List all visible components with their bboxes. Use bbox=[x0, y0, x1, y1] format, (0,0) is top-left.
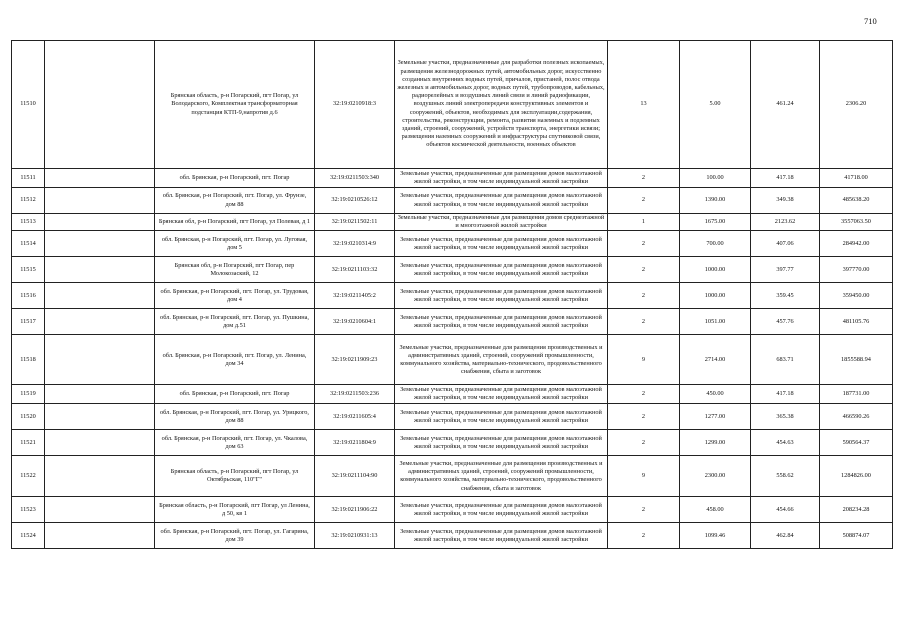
land-use-cell: Земельные участки, предназначенные для размещения домов малоэтажной жилой застройки, в том числе индивидуальной жилой застройки bbox=[395, 404, 608, 430]
cadastral-number-cell: 32:19:0210931:13 bbox=[315, 523, 395, 549]
land-use-cell: Земельные участки, предназначенные для размещения домов малоэтажной жилой застройки, в том числе индивидуальной жилой застройки bbox=[395, 188, 608, 214]
area-cell: 450.00 bbox=[680, 385, 751, 404]
use-type-cell: 2 bbox=[608, 188, 680, 214]
address-cell: Брянская область, р-н Погарский, пгт Погар, ул Ленина, д 50, кв 1 bbox=[155, 497, 315, 523]
table-row bbox=[12, 283, 893, 309]
cadastral-number-cell: 32:19:0210604:1 bbox=[315, 309, 395, 335]
unit-value-cell: 454.63 bbox=[751, 430, 820, 456]
cadastral-value-cell: 187731.00 bbox=[820, 385, 893, 404]
record-id-cell: 11518 bbox=[12, 335, 45, 385]
area-cell: 1299.00 bbox=[680, 430, 751, 456]
record-id-cell: 11524 bbox=[12, 523, 45, 549]
unit-value-cell: 349.38 bbox=[751, 188, 820, 214]
address-cell: Брянская область, р-н Погарский, пгт Погар, ул Октябрьская, 110"Г" bbox=[155, 456, 315, 497]
cadastral-value-cell: 1284826.00 bbox=[820, 456, 893, 497]
address-cell: обл. Брянская, р-н Погарский, пгт. Погар, ул. Ленина, дом 34 bbox=[155, 335, 315, 385]
record-id-cell: 11510 bbox=[12, 41, 45, 169]
address-cell: обл. Брянская, р-н Погарский, пгт. Погар, ул. Пушкина, дом д.51 bbox=[155, 309, 315, 335]
area-cell: 1000.00 bbox=[680, 283, 751, 309]
cadastral-number-cell: 32:19:0211605:4 bbox=[315, 404, 395, 430]
address-cell: обл. Брянская, р-н Погарский, пгт. Погар, ул. Луговая, дом 5 bbox=[155, 231, 315, 257]
use-type-cell: 2 bbox=[608, 231, 680, 257]
use-type-cell: 2 bbox=[608, 257, 680, 283]
cadastral-value-cell: 3557063.50 bbox=[820, 214, 893, 231]
area-cell: 458.00 bbox=[680, 497, 751, 523]
address-cell: Брянская обл, р-н Погарский, пгт Погар, пер Молокозаский, 12 bbox=[155, 257, 315, 283]
use-type-cell: 2 bbox=[608, 523, 680, 549]
record-id-cell: 11523 bbox=[12, 497, 45, 523]
empty-cell bbox=[45, 283, 155, 309]
address-cell: обл. Брянская, р-н Погарский, пгт. Погар, ул. Гагарина, дом 39 bbox=[155, 523, 315, 549]
use-type-cell: 2 bbox=[608, 169, 680, 188]
table-row bbox=[12, 231, 893, 257]
area-cell: 700.00 bbox=[680, 231, 751, 257]
record-id-cell: 11520 bbox=[12, 404, 45, 430]
land-use-cell: Земельные участки, предназначенные для размещения производственных и административных зданий, строений, сооружений промышленности, коммунального хозяйства, материально-технического, продовольственного снабжения, сбыта и заготовок bbox=[395, 335, 608, 385]
address-cell: обл. Брянская, р-н Погарский, пгт. Погар, ул. Чкалова, дом 63 bbox=[155, 430, 315, 456]
use-type-cell: 2 bbox=[608, 430, 680, 456]
empty-cell bbox=[45, 404, 155, 430]
land-use-cell: Земельные участки, предназначенные для размещения домов малоэтажной жилой застройки, в том числе индивидуальной жилой застройки bbox=[395, 257, 608, 283]
unit-value-cell: 2123.62 bbox=[751, 214, 820, 231]
empty-cell bbox=[45, 497, 155, 523]
unit-value-cell: 462.84 bbox=[751, 523, 820, 549]
land-use-cell: Земельные участки, предназначенные для размещения домов малоэтажной жилой застройки, в том числе индивидуальной жилой застройки bbox=[395, 169, 608, 188]
unit-value-cell: 365.38 bbox=[751, 404, 820, 430]
empty-cell bbox=[45, 335, 155, 385]
empty-cell bbox=[45, 169, 155, 188]
land-use-cell: Земельные участки, предназначенные для размещения домов малоэтажной жилой застройки, в том числе индивидуальной жилой застройки bbox=[395, 430, 608, 456]
land-use-cell: Земельные участки, предназначенные для разработки полезных ископаемых, размещения железнодорожных путей, автомобильных дорог, искусственно созданных внутренних водных путей, причалов, пристаней, полос отвода железных и автомобильных дорог, водных путей, трубопроводов, кабельных, радиорелейных и воздушных линий связи и линий радиофикации, воздушных линий электропередачи конструктивных элементов и сооружений, объектов, необходимых для эксплуатации,содержания, строительства, реконструкции, ремонта, развития наземных и подземных зданий, строений, сооружений, устройств транспорта, энергетики исвязи; размещения наземных сооружений и инфраструктуры спутниковой связи, объектов космической деятельности, военных объектов bbox=[395, 41, 608, 169]
page-number: 710 bbox=[864, 16, 877, 26]
cadastral-number-cell: 32:19:0211503:236 bbox=[315, 385, 395, 404]
cadastral-number-cell: 32:19:0211104:90 bbox=[315, 456, 395, 497]
unit-value-cell: 407.06 bbox=[751, 231, 820, 257]
cadastral-value-cell: 1855588.94 bbox=[820, 335, 893, 385]
cadastral-value-table bbox=[11, 40, 893, 549]
cadastral-value-cell: 485638.20 bbox=[820, 188, 893, 214]
address-cell: Брянская область, р-н Погарский, пгт Погар, ул Володарского, Комплектная трансформаторная подстанция КТП-9,напротив д.6 bbox=[155, 41, 315, 169]
unit-value-cell: 359.45 bbox=[751, 283, 820, 309]
use-type-cell: 13 bbox=[608, 41, 680, 169]
record-id-cell: 11514 bbox=[12, 231, 45, 257]
table-row bbox=[12, 257, 893, 283]
record-id-cell: 11517 bbox=[12, 309, 45, 335]
area-cell: 1675.00 bbox=[680, 214, 751, 231]
empty-cell bbox=[45, 523, 155, 549]
address-cell: Брянская обл, р-н Погарский, пгт Погар, ул Полевая, д 1 bbox=[155, 214, 315, 231]
land-use-cell: Земельные участки, предназначенные для размещения домов малоэтажной жилой застройки, в том числе индивидуальной жилой застройки bbox=[395, 523, 608, 549]
table-row bbox=[12, 214, 893, 231]
table-row bbox=[12, 335, 893, 385]
cadastral-number-cell: 32:19:0211502:11 bbox=[315, 214, 395, 231]
area-cell: 1390.00 bbox=[680, 188, 751, 214]
cadastral-number-cell: 32:19:0211503:340 bbox=[315, 169, 395, 188]
cadastral-number-cell: 32:19:0210918:3 bbox=[315, 41, 395, 169]
cadastral-number-cell: 32:19:0211909:23 bbox=[315, 335, 395, 385]
table-row bbox=[12, 404, 893, 430]
empty-cell bbox=[45, 188, 155, 214]
empty-cell bbox=[45, 385, 155, 404]
cadastral-number-cell: 32:19:0211804:9 bbox=[315, 430, 395, 456]
cadastral-value-cell: 41718.00 bbox=[820, 169, 893, 188]
land-use-cell: Земельные участки, предназначенные для размещения домов малоэтажной жилой застройки, в том числе индивидуальной жилой застройки bbox=[395, 497, 608, 523]
cadastral-number-cell: 32:19:0211103:32 bbox=[315, 257, 395, 283]
area-cell: 2714.00 bbox=[680, 335, 751, 385]
empty-cell bbox=[45, 214, 155, 231]
cadastral-value-cell: 466590.26 bbox=[820, 404, 893, 430]
table-row bbox=[12, 430, 893, 456]
table-row bbox=[12, 309, 893, 335]
cadastral-value-cell: 2306.20 bbox=[820, 41, 893, 169]
address-cell: обл. Брянская, р-н Погарский, пгт. Погар bbox=[155, 169, 315, 188]
use-type-cell: 2 bbox=[608, 385, 680, 404]
unit-value-cell: 457.76 bbox=[751, 309, 820, 335]
empty-cell bbox=[45, 456, 155, 497]
land-use-cell: Земельные участки, предназначенные для размещения домов малоэтажной жилой застройки, в том числе индивидуальной жилой застройки bbox=[395, 283, 608, 309]
area-cell: 100.00 bbox=[680, 169, 751, 188]
cadastral-value-cell: 284942.00 bbox=[820, 231, 893, 257]
unit-value-cell: 558.62 bbox=[751, 456, 820, 497]
area-cell: 1277.00 bbox=[680, 404, 751, 430]
record-id-cell: 11513 bbox=[12, 214, 45, 231]
empty-cell bbox=[45, 430, 155, 456]
cadastral-number-cell: 32:19:0210314:9 bbox=[315, 231, 395, 257]
land-use-cell: Земельные участки, предназначенные для размещения домов малоэтажной жилой застройки, в том числе индивидуальной жилой застройки bbox=[395, 385, 608, 404]
record-id-cell: 11521 bbox=[12, 430, 45, 456]
record-id-cell: 11519 bbox=[12, 385, 45, 404]
table-row bbox=[12, 188, 893, 214]
area-cell: 1051.00 bbox=[680, 309, 751, 335]
area-cell: 1000.00 bbox=[680, 257, 751, 283]
address-cell: обл. Брянская, р-н Погарский, пгт. Погар, ул. Фрунзе, дом 88 bbox=[155, 188, 315, 214]
record-id-cell: 11512 bbox=[12, 188, 45, 214]
land-use-cell: Земельные участки, предназначенные для размещения производственных и административных зданий, строений, сооружений промышленности, коммунального хозяйства, материально-технического, продовольственного снабжения, сбыта и заготовок bbox=[395, 456, 608, 497]
unit-value-cell: 683.71 bbox=[751, 335, 820, 385]
use-type-cell: 2 bbox=[608, 497, 680, 523]
table-row bbox=[12, 169, 893, 188]
record-id-cell: 11522 bbox=[12, 456, 45, 497]
cadastral-value-cell: 359450.00 bbox=[820, 283, 893, 309]
table-row bbox=[12, 523, 893, 549]
table-row bbox=[12, 385, 893, 404]
area-cell: 5.00 bbox=[680, 41, 751, 169]
use-type-cell: 2 bbox=[608, 404, 680, 430]
empty-cell bbox=[45, 41, 155, 169]
empty-cell bbox=[45, 257, 155, 283]
cadastral-value-cell: 590564.37 bbox=[820, 430, 893, 456]
address-cell: обл. Брянская, р-н Погарский, пгт. Погар, ул. Трудовая, дом 4 bbox=[155, 283, 315, 309]
empty-cell bbox=[45, 231, 155, 257]
empty-cell bbox=[45, 309, 155, 335]
use-type-cell: 2 bbox=[608, 309, 680, 335]
address-cell: обл. Брянская, р-н Погарский, пгт. Погар bbox=[155, 385, 315, 404]
table-row bbox=[12, 456, 893, 497]
unit-value-cell: 454.66 bbox=[751, 497, 820, 523]
cadastral-value-cell: 481105.76 bbox=[820, 309, 893, 335]
cadastral-number-cell: 32:19:0211405:2 bbox=[315, 283, 395, 309]
use-type-cell: 9 bbox=[608, 456, 680, 497]
cadastral-value-cell: 208234.28 bbox=[820, 497, 893, 523]
table-row bbox=[12, 497, 893, 523]
record-id-cell: 11515 bbox=[12, 257, 45, 283]
cadastral-number-cell: 32:19:0210526:12 bbox=[315, 188, 395, 214]
unit-value-cell: 417.18 bbox=[751, 169, 820, 188]
land-use-cell: Земельные участки, предназначенные для размещения домов малоэтажной жилой застройки, в том числе индивидуальной жилой застройки bbox=[395, 231, 608, 257]
address-cell: обл. Брянская, р-н Погарский, пгт. Погар, ул. Урицкого, дом 88 bbox=[155, 404, 315, 430]
table-body bbox=[12, 41, 893, 549]
land-use-cell: Земельные участки, предназначенные для размещения домов среднеэтажной и многоэтажной жилой застройки bbox=[395, 214, 608, 231]
table-row bbox=[12, 41, 893, 169]
use-type-cell: 9 bbox=[608, 335, 680, 385]
area-cell: 2300.00 bbox=[680, 456, 751, 497]
unit-value-cell: 397.77 bbox=[751, 257, 820, 283]
use-type-cell: 1 bbox=[608, 214, 680, 231]
record-id-cell: 11511 bbox=[12, 169, 45, 188]
land-use-cell: Земельные участки, предназначенные для размещения домов малоэтажной жилой застройки, в том числе индивидуальной жилой застройки bbox=[395, 309, 608, 335]
cadastral-value-cell: 397770.00 bbox=[820, 257, 893, 283]
cadastral-value-cell: 508874.07 bbox=[820, 523, 893, 549]
cadastral-number-cell: 32:19:0211906:22 bbox=[315, 497, 395, 523]
record-id-cell: 11516 bbox=[12, 283, 45, 309]
unit-value-cell: 417.18 bbox=[751, 385, 820, 404]
unit-value-cell: 461.24 bbox=[751, 41, 820, 169]
use-type-cell: 2 bbox=[608, 283, 680, 309]
area-cell: 1099.46 bbox=[680, 523, 751, 549]
